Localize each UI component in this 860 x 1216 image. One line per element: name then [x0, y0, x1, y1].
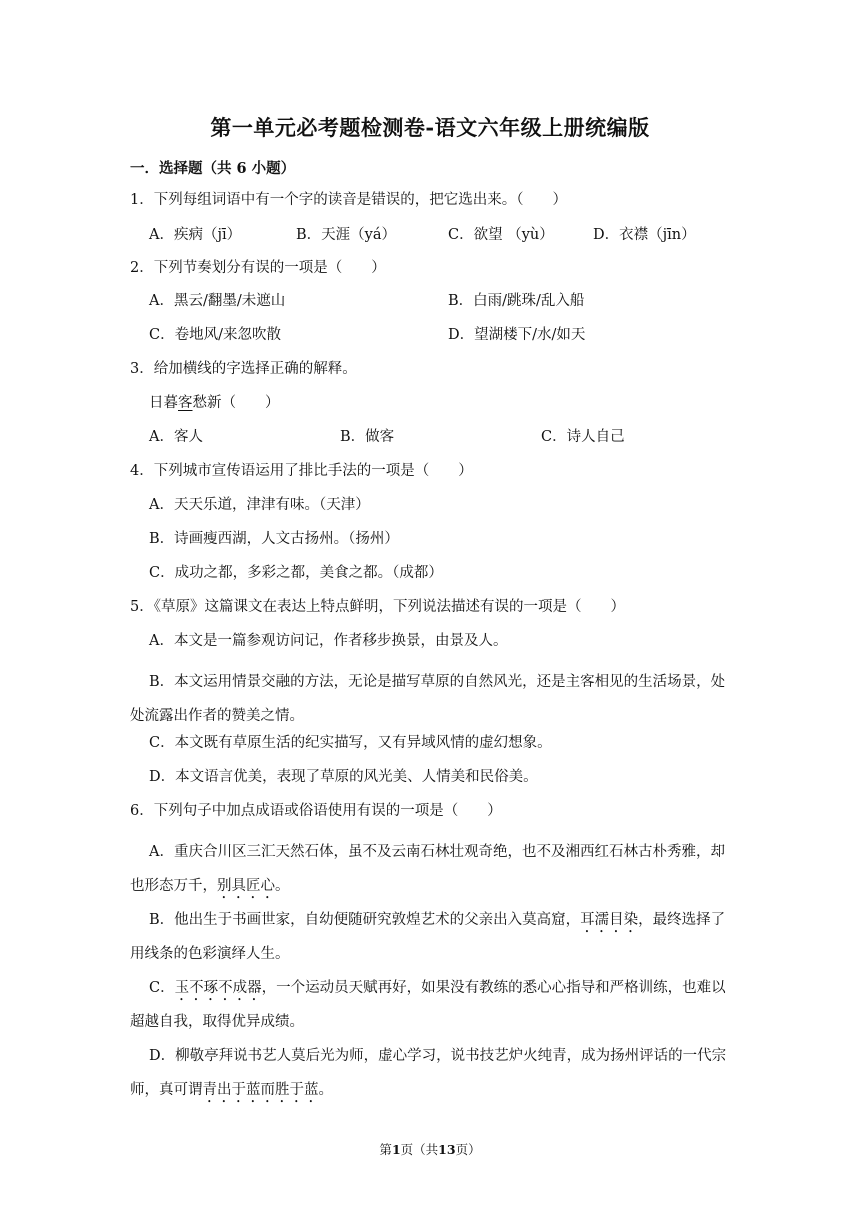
question-5-option-b: B．本文运用情景交融的方法，无论是描写草原的自然风光，还是主客相见的生活场景，处处流露出作者的赞美之情。	[130, 674, 726, 724]
question-4-option-a: A．天天乐道，津津有味。（天津）	[149, 497, 370, 513]
question-6-option-c-label: C．	[149, 980, 175, 996]
question-6-option-c	[130, 971, 730, 1039]
question-2-option-b: B．白雨/跳珠/乱入船	[448, 293, 585, 309]
question-5-option-c: C．本文既有草原生活的纪实描写，又有异域风情的虚幻想象。	[149, 735, 552, 751]
question-1-option-b: B．天涯（yá）	[296, 227, 396, 243]
footer-pre: 第	[379, 1142, 392, 1157]
question-3-prompt	[149, 393, 280, 413]
question-5-stem: 5．《草原》这篇课文在表达上特点鲜明，下列说法描述有误的一项是（ ）	[130, 599, 625, 615]
question-3-option-b: B．做客	[340, 429, 395, 445]
question-3-option-c: C．诗人自己	[541, 429, 625, 445]
question-1-option-d: D．衣襟（jīn）	[593, 227, 696, 243]
question-5-option-a: A．本文是一篇参观访问记，作者移步换景，由景及人。	[149, 633, 508, 649]
question-6-option-b-dotted-phrase: 耳濡目染	[580, 912, 639, 928]
question-1-stem: 1．下列每组词语中有一个字的读音是错误的，把它选出来。（ ）	[130, 192, 567, 208]
question-6-option-a-text: A．重庆合川区三汇天然石体，虽不及云南石林壮观奇绝，也不及湘西红石林古朴秀雅，却也形态万千，	[130, 844, 725, 894]
question-3-underlined-char: 客	[178, 395, 193, 411]
question-3-stem: 3．给加横线的字选择正确的解释。	[130, 361, 357, 377]
footer-page-number: 1	[391, 1142, 401, 1157]
question-6-option-b-end: ，最终选择了用线条的色彩演绎人生。	[130, 912, 726, 962]
question-3-prompt-post: 愁新（ ）	[192, 395, 280, 411]
question-6-option-c-dotted-phrase: 玉不琢不成器	[174, 980, 262, 996]
question-1-option-a: A．疾病（jī）	[149, 227, 242, 243]
question-6-option-d	[130, 1039, 730, 1107]
question-4-option-c: C．成功之都，多彩之都，美食之都。（成都）	[149, 565, 443, 581]
question-6-option-c-text: ，一个运动员天赋再好，如果没有教练的悉心心指导和严格训练，也难以超越自我，取得优异成绩。	[130, 980, 726, 1030]
section-heading: 一．选择题（共 6 小题）	[130, 160, 296, 177]
page-footer	[0, 1140, 860, 1158]
question-2-option-d: D．望湖楼下/水/如天	[448, 327, 586, 343]
question-2-option-c: C．卷地风/来忽吹散	[149, 327, 281, 343]
question-6-stem: 6．下列句子中加点成语或俗语使用有误的一项是（ ）	[130, 803, 502, 819]
question-1-option-c: C．欲望 （yù）	[448, 227, 554, 243]
question-6-option-a-end: 。	[275, 878, 290, 894]
question-5-option-d: D．本文语言优美，表现了草原的风光美、人情美和民俗美。	[149, 769, 538, 785]
question-6-option-b-text: B．他出生于书画世家，自幼便随研究敦煌艺术的父亲出入莫高窟，	[149, 912, 581, 928]
question-2-option-a: A．黑云/翻墨/未遮山	[149, 293, 286, 309]
question-4-stem: 4．下列城市宣传语运用了排比手法的一项是（ ）	[130, 463, 473, 479]
question-4-option-b: B．诗画瘦西湖，人文古扬州。（扬州）	[149, 531, 399, 547]
question-3-prompt-pre: 日暮	[149, 395, 178, 411]
question-3-option-a: A．客人	[149, 429, 203, 445]
footer-total-pages: 13	[438, 1142, 456, 1157]
question-6-option-a-dotted-phrase: 别具匠心	[217, 878, 275, 894]
footer-post: 页）	[455, 1142, 481, 1157]
document-title: 第一单元必考题检测卷-语文六年级上册统编版	[210, 115, 650, 140]
question-6-option-d-end: 。	[318, 1082, 333, 1098]
question-6-option-d-dotted-phrase: 青出于蓝而胜于蓝	[202, 1082, 319, 1098]
question-2-stem: 2．下列节奏划分有误的一项是（ ）	[130, 260, 386, 276]
question-6-option-d-text: D．柳敬亭拜说书艺人莫后光为师，虚心学习，说书技艺炉火纯青，成为扬州评话的一代宗师，真可谓	[130, 1048, 727, 1098]
question-6-option-b	[130, 903, 730, 971]
footer-mid: 页（共	[400, 1142, 439, 1157]
question-6-option-a	[130, 835, 730, 903]
